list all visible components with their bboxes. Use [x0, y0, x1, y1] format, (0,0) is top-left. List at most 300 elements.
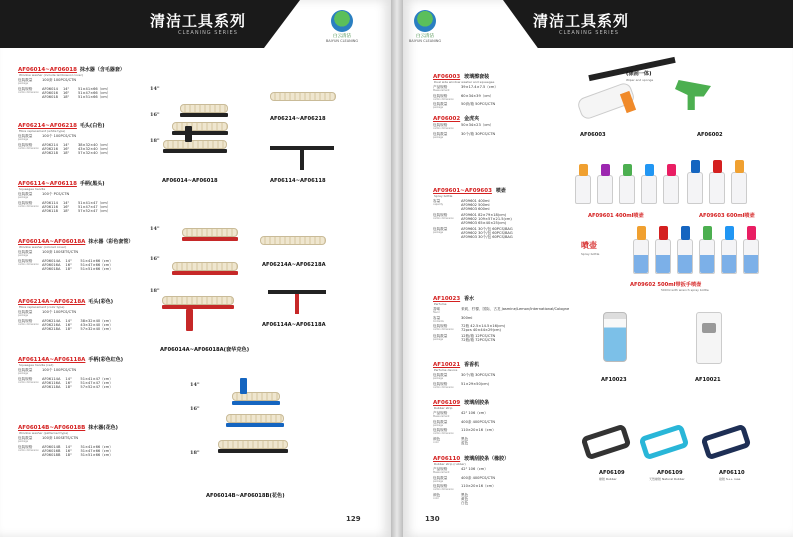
product-code: AF06214~AF06218 — [18, 123, 77, 129]
spec-cell: 14" — [65, 376, 72, 381]
caption-spray-1: AF09601 400ml喷壶 — [588, 213, 644, 219]
spec-cell: AF06216A — [42, 322, 61, 327]
spec-cell: 18" — [62, 94, 70, 99]
spec-line: 400条 400PCS/CTN — [461, 475, 496, 480]
spec-label-en: carton dimension — [433, 488, 454, 492]
product-title-row — [18, 298, 146, 305]
bottle-liquid — [634, 255, 648, 273]
size-label-14-b: 14" — [150, 226, 160, 232]
spec-row — [18, 446, 146, 458]
spec-line: 110×20×16（cm） — [461, 484, 496, 489]
spray-head — [703, 226, 712, 240]
spray-head — [681, 226, 690, 240]
product-name-en: Fibre replacement (white type) — [19, 129, 66, 133]
spray-head — [579, 164, 588, 176]
spec-label: 包装规格 carton dimension — [433, 485, 461, 492]
product-name-en: Perfume — [434, 302, 447, 306]
squeegee-18 — [163, 140, 227, 153]
spec-line: 白色 — [461, 500, 469, 505]
spec-row — [433, 214, 573, 226]
bottle-liquid — [656, 255, 670, 273]
product-name: 玻璃擦套装 — [464, 74, 490, 80]
spec-cell: AF06218 — [42, 150, 58, 155]
spec-row — [433, 485, 573, 492]
product-name-en: Squeegee handle (red) — [19, 363, 54, 367]
spec-label-en: capacity — [433, 202, 444, 206]
caption-set1-washer: AF06014~AF06018 — [162, 178, 218, 184]
product-code: AF10021 — [433, 362, 461, 368]
spec-label-en: color — [433, 440, 439, 444]
caption-rubber-3-sub: 硅胶 S++ ruse — [719, 477, 741, 481]
spec-row — [18, 193, 146, 200]
spec-label-en: package — [18, 253, 29, 257]
size-label-14-c: 14" — [190, 382, 200, 388]
spec-label: 包装数量 package — [433, 477, 461, 484]
header-subtitle: CLEANING SERIES — [178, 30, 238, 36]
product-name: 香香机 — [464, 362, 480, 368]
caption-set2-pads: AF06214A~AF06218A — [262, 262, 326, 268]
spray-bottle — [721, 226, 737, 274]
spec-value-list — [461, 325, 573, 333]
spec-label-en: package — [433, 423, 444, 427]
squeegee-pattern-14 — [232, 392, 280, 405]
spec-value-list — [461, 494, 573, 506]
spec-label-en: package — [18, 195, 29, 199]
brand-logo — [320, 10, 364, 43]
spec-line: 42" 106（cm） — [461, 467, 488, 471]
product-code: AF06003 — [433, 74, 461, 80]
product-name-en: Window washer (patterned type) — [19, 431, 69, 435]
tool-clip-green — [675, 80, 711, 110]
spec-line: 39×17.4×7.5（cm） — [461, 85, 498, 89]
spec-cell: 43×32×40（cm） — [77, 146, 111, 151]
spec-row — [433, 325, 573, 333]
spec-label: 包装规格 carton dimension — [433, 95, 461, 102]
spec-label: 包装数量 package — [18, 193, 42, 200]
product-block — [433, 358, 573, 389]
spec-row — [433, 374, 573, 381]
spec-label: 包装数量 package — [433, 421, 461, 428]
spec-value-list — [42, 202, 146, 214]
spec-cell: 16" — [65, 380, 72, 385]
spec-label-en: package — [433, 479, 444, 483]
spec-cell: 57×32×40（cm） — [77, 150, 111, 155]
spray-bottle — [597, 164, 613, 204]
bottle-body — [575, 175, 591, 204]
spec-row — [433, 421, 573, 428]
spec-label: 包装规格 carton dimension — [18, 260, 42, 272]
bottle-body — [731, 172, 747, 204]
spec-line: 72pcs 40×44×29(cm) — [461, 328, 501, 333]
size-label-18-b: 18" — [150, 288, 160, 294]
spec-value-list — [42, 378, 146, 390]
fibre-pad-color — [260, 236, 326, 245]
spec-label: 包装规格 carton dimension — [18, 446, 42, 458]
spec-label: 香味 flavor — [433, 308, 461, 315]
spec-line: 60×34×39（cm） — [461, 93, 494, 98]
spec-value-list — [461, 95, 573, 102]
caption-rubber-1-sub: 橡胶 Rubber — [599, 477, 617, 481]
spec-cell: 57×52×47（cm） — [80, 384, 113, 389]
spec-label: 包装数量 package — [18, 135, 42, 142]
spec-line: 72瓶/箱 72PCS/CTN — [461, 338, 496, 343]
spec-line: 50×34×23（cm） — [461, 123, 494, 127]
spec-label: 颜色 color — [433, 494, 461, 506]
spec-label-en: carton dimension — [433, 126, 454, 130]
spec-cell: 18" — [65, 266, 72, 271]
page-number-left: 129 — [346, 515, 361, 523]
spec-label-en: carton dimension — [18, 204, 39, 208]
spec-cell: 57×32×40（cm） — [80, 326, 113, 331]
rubber-strip-cyan — [638, 423, 689, 460]
spray-bottle — [619, 164, 635, 204]
product-name-en: Rubber strip — [434, 406, 453, 410]
spec-cell: 16" — [65, 448, 72, 453]
product-title-row — [433, 361, 573, 368]
spec-label-en: package — [18, 81, 29, 85]
spec-label-en: carton dimension — [18, 262, 39, 266]
spec-cell: 43×32×40（cm） — [80, 322, 113, 327]
spray-head — [725, 226, 734, 240]
product-title-row — [18, 356, 146, 363]
caption-rubber-2-sub: 天然橡胶 Natural Rubber — [649, 477, 685, 481]
product-code: AF06014~AF06018 — [18, 67, 77, 73]
spec-value: 100套 100PCS/CTN — [42, 78, 77, 82]
spec-label-en: package — [433, 230, 444, 234]
spec-cell: 38×32×40（cm） — [77, 142, 111, 147]
squeegee-color-14 — [182, 228, 238, 241]
spec-label: 包装数量 package — [18, 369, 42, 376]
spec-label: 包装规格 carton dimension — [18, 202, 42, 214]
product-code: AF06110 — [433, 456, 461, 462]
product-block — [18, 356, 146, 389]
product-name-en: Perfume device — [434, 368, 458, 372]
spray-head — [691, 160, 700, 173]
spec-line — [42, 96, 146, 100]
spec-row — [433, 317, 573, 324]
spec-cell: 51×41×66（cm） — [77, 86, 111, 91]
spec-line — [42, 386, 146, 390]
spec-value-list — [461, 214, 573, 226]
spec-line — [42, 210, 146, 214]
spec-cell: 51×47×66（cm） — [80, 262, 113, 267]
spec-cell: 16" — [62, 90, 70, 95]
spec-label-en: package — [18, 439, 29, 443]
spec-value-list — [461, 124, 573, 131]
spec-label: 包装规格 carton dimension — [433, 325, 461, 333]
spec-row — [18, 144, 146, 156]
spec-row — [18, 79, 146, 86]
spec-value: 100套 100SETS/CTN — [42, 250, 79, 254]
spray-head — [637, 226, 646, 240]
perfume-device — [696, 312, 722, 364]
caption-rubber-1: AF06109 — [599, 470, 625, 476]
spec-cell: 51×41×47（cm） — [80, 376, 113, 381]
product-title-row — [433, 295, 573, 302]
spec-value-list — [461, 133, 573, 140]
spec-label: 包装数量 package — [18, 437, 42, 444]
product-name: 玻璃刮胶条 — [464, 400, 490, 406]
product-block — [433, 452, 573, 506]
spec-line: AF09603 600ml — [461, 206, 490, 211]
spec-line — [42, 152, 146, 156]
spec-cell: 38×32×40（cm） — [80, 318, 113, 323]
spec-line: AF09603 30个/包 60PCS/BAG — [461, 234, 513, 239]
spec-label: 包装规格 carton dimension — [433, 124, 461, 131]
spec-line — [42, 454, 146, 458]
spec-label: 包装规格 carton dimension — [433, 214, 461, 226]
spec-value: 100个 100PCS/CTN — [42, 134, 77, 138]
spec-line: 黄色 — [461, 496, 469, 501]
spec-label-en: Measurement — [433, 470, 450, 474]
spec-line: 黑色 — [461, 492, 469, 497]
product-name-en: Spray bottle — [434, 194, 453, 198]
product-block — [18, 298, 146, 331]
spec-label: 包装数量 package — [18, 311, 42, 318]
header-title: 清洁工具系列 — [150, 12, 247, 30]
spec-row — [433, 468, 573, 475]
spec-cell: 14" — [62, 200, 70, 205]
product-title-row — [433, 115, 573, 122]
spec-label: 包装数量 package — [433, 133, 461, 140]
spec-line: 12瓶/箱 12PCS/CTN — [461, 334, 496, 339]
bottle-liquid — [744, 255, 758, 273]
spec-row — [18, 135, 146, 142]
spec-label: 包装数量 package — [18, 251, 42, 258]
t-handle-black — [270, 146, 334, 170]
right-page — [403, 0, 793, 537]
spec-value-list — [461, 421, 573, 428]
spec-value-list — [461, 438, 573, 446]
product-title-row — [433, 73, 573, 80]
spec-label-en: Measurement — [433, 414, 450, 418]
product-name: 手柄(彩色红色) — [88, 357, 123, 363]
spec-line: 72瓶 42.5×14.5×16(cm) — [461, 324, 506, 329]
size-label-18: 18" — [150, 138, 160, 144]
product-name: 抹水器（含毛器套） — [79, 67, 125, 73]
spec-value: 100个 PCS/CTN — [42, 192, 70, 196]
caption-af06002: AF06002 — [697, 132, 723, 138]
spec-cell: 51×41×66（cm） — [80, 258, 113, 263]
spec-label-en: package — [433, 135, 444, 139]
spec-cell: AF06118A — [42, 384, 61, 389]
spec-line: AF09602 109×57×21.5(cm) — [461, 216, 512, 221]
spec-label: 包装数量 package — [433, 228, 461, 240]
spec-label: 包装数量 package — [433, 103, 461, 110]
spec-label: 包装数量 package — [433, 335, 461, 343]
size-label-18-c: 18" — [190, 450, 200, 456]
spec-cell: 18" — [65, 384, 72, 389]
spec-line: 51×29×50(cm) — [461, 381, 490, 386]
bottle-liquid — [678, 255, 692, 273]
spec-row — [433, 200, 573, 212]
bottle-body — [655, 239, 671, 274]
spec-value-list — [461, 335, 573, 343]
spec-value-list — [461, 86, 573, 93]
spec-line: 30个/箱 30PCS/CTN — [461, 373, 496, 377]
spec-cell: 18" — [65, 452, 72, 457]
caption-set1-handle: AF06114~AF06118 — [270, 178, 326, 184]
spec-cell: AF06016A — [42, 262, 61, 267]
spray-bottle — [663, 164, 679, 204]
caption-set1-pads: AF06214~AF06218 — [270, 116, 326, 122]
caption-spray-2-en: 500ml with wrench spray bottle — [661, 288, 709, 292]
spec-row — [433, 95, 573, 102]
spec-cell: 51×47×66（cm） — [77, 90, 111, 95]
bottle-body — [619, 175, 635, 204]
spec-cell: 51×51×66（cm） — [80, 452, 113, 457]
rubber-strip-navy — [700, 423, 751, 460]
spec-label: 产品规格 Measurement — [433, 468, 461, 475]
spec-value-list — [461, 477, 573, 484]
spec-cell: AF06018 — [42, 94, 58, 99]
spray-head — [713, 160, 722, 173]
product-title-row — [433, 187, 573, 194]
spec-value-list — [42, 144, 146, 156]
perfume-can — [603, 312, 627, 362]
product-code: AF10023 — [433, 296, 461, 302]
bottle-body — [641, 175, 657, 204]
spec-line: 黑色 — [461, 436, 469, 441]
spec-cell: AF06116A — [42, 380, 61, 385]
product-name: 手柄(黑头) — [79, 181, 105, 187]
spec-line: 蓝色 — [461, 440, 469, 445]
spec-line: 50套/箱 50PCS/CTN — [461, 102, 496, 107]
caption-rubber-2: AF06109 — [657, 470, 683, 476]
spec-cell: AF06018A — [42, 266, 61, 271]
spec-value-list — [42, 446, 146, 458]
bottle-body — [709, 172, 725, 204]
spec-cell: 51×47×47（cm） — [80, 380, 113, 385]
caption-set2-washer: AF06014A~AF06018A(套华克色) — [160, 347, 250, 353]
spec-row — [18, 437, 146, 444]
spray-head — [659, 226, 668, 240]
spray-bottle — [687, 160, 703, 204]
spec-cell: AF06014A — [42, 258, 61, 263]
caption-spray-3: AF09603 600ml喷壶 — [699, 213, 755, 219]
product-name: 香水 — [464, 296, 475, 302]
product-name: 抹水器(花色) — [88, 425, 118, 431]
squeegee-14 — [180, 104, 228, 117]
bottle-body — [663, 175, 679, 204]
product-name: 金虎夹 — [464, 116, 480, 122]
product-name-en: Rubber strip (rubber) — [434, 462, 466, 466]
bottle-liquid — [700, 255, 714, 273]
product-title-row — [18, 238, 146, 245]
product-block — [433, 70, 573, 110]
spec-cell: AF06014B — [42, 444, 61, 449]
spec-row — [433, 308, 573, 315]
spray-heading-en: Spray bottle — [581, 252, 600, 256]
spec-label-en: Contents — [433, 319, 444, 323]
spec-row — [18, 311, 146, 318]
spec-cell: AF06118 — [42, 208, 58, 213]
caption-af10021: AF10021 — [695, 377, 721, 383]
spec-cell: 16" — [65, 262, 72, 267]
wiper-label-en: Wiper and sponge — [626, 78, 654, 82]
spec-cell: AF06114 — [42, 200, 58, 205]
spec-value-list — [461, 485, 573, 492]
product-title-row — [18, 180, 146, 187]
spec-label-en: carton dimension — [433, 216, 454, 220]
product-code: AF09601~AF09603 — [433, 188, 492, 194]
spec-cell: 14" — [65, 258, 72, 263]
caption-set3-washer: AF06014B~AF06018B(花色) — [206, 493, 285, 499]
caption-rubber-3: AF06110 — [719, 470, 745, 476]
product-code: AF06214A~AF06218A — [18, 299, 86, 305]
spec-label-en: package — [433, 106, 444, 110]
squeegee-color-18 — [162, 296, 234, 309]
spec-line — [42, 268, 146, 272]
spray-bottle — [641, 164, 657, 204]
spec-line: 茉莉、柠檬、国际、古龙 Jasmine/Lemon/International/Cologne — [461, 307, 570, 311]
size-label-16: 16" — [150, 112, 160, 118]
spec-value-list — [42, 320, 146, 332]
spec-label-en: carton dimension — [433, 385, 454, 389]
spray-head — [601, 164, 610, 176]
spec-row — [433, 86, 573, 93]
caption-set2-handle: AF06114A~AF06118A — [262, 322, 326, 328]
spray-bottle — [709, 160, 725, 204]
left-page — [0, 0, 391, 537]
spec-cell: AF06016 — [42, 90, 58, 95]
spec-label: 容量 Contents — [433, 317, 461, 324]
spec-row — [18, 369, 146, 376]
spec-value-list — [461, 383, 573, 390]
squeegee-16 — [172, 122, 228, 135]
spec-cell: AF06218A — [42, 326, 61, 331]
product-name-en: Fibre replacement (color type) — [19, 305, 65, 309]
spec-cell: 14" — [62, 86, 70, 91]
spec-value-list — [461, 429, 573, 436]
spec-row — [433, 335, 573, 343]
logo-name: 白云清洁 — [333, 34, 351, 39]
spec-cell: AF06016B — [42, 448, 61, 453]
fibre-pad-1 — [270, 92, 336, 101]
spec-row — [433, 429, 573, 436]
product-code: AF06014A~AF06018A — [18, 239, 86, 245]
spec-label: 包装规格 carton dimension — [18, 144, 42, 156]
bottle-body — [597, 175, 613, 204]
spec-label: 颜色 color — [433, 438, 461, 446]
spec-cell: 57×52×47（cm） — [77, 208, 111, 213]
product-title-row — [18, 66, 146, 73]
spec-row — [433, 438, 573, 446]
spray-bottle — [677, 226, 693, 274]
product-name-en: Window washer (include lambswool cover) — [19, 73, 84, 77]
spec-label-en: carton dimension — [18, 90, 39, 94]
spec-line: 300ml — [461, 315, 473, 320]
spec-label-en: carton dimension — [433, 328, 454, 332]
spec-line — [42, 328, 146, 332]
bottle-body — [721, 239, 737, 274]
spec-row — [433, 494, 573, 506]
spec-line: AF09603 65×40×25(cm) — [461, 220, 507, 225]
spray-head — [735, 160, 744, 173]
spec-value-list — [461, 374, 573, 381]
spec-cell: 16" — [62, 146, 70, 151]
spec-label-en: package — [18, 313, 29, 317]
spec-line: AF09601 30个/包 60PCS/BAG — [461, 226, 513, 231]
spec-cell: 51×41×66（cm） — [80, 444, 113, 449]
product-name: 喷壶 — [495, 188, 506, 194]
spec-label: 包装规格 carton dimension — [433, 383, 461, 390]
product-name: 毛头(彩色) — [88, 299, 113, 305]
spec-row — [433, 228, 573, 240]
product-name-en: Dual side window washer and squeegee — [434, 80, 495, 84]
spec-line: 110×20×16（cm） — [461, 428, 496, 433]
spec-label-en: package — [18, 371, 29, 375]
